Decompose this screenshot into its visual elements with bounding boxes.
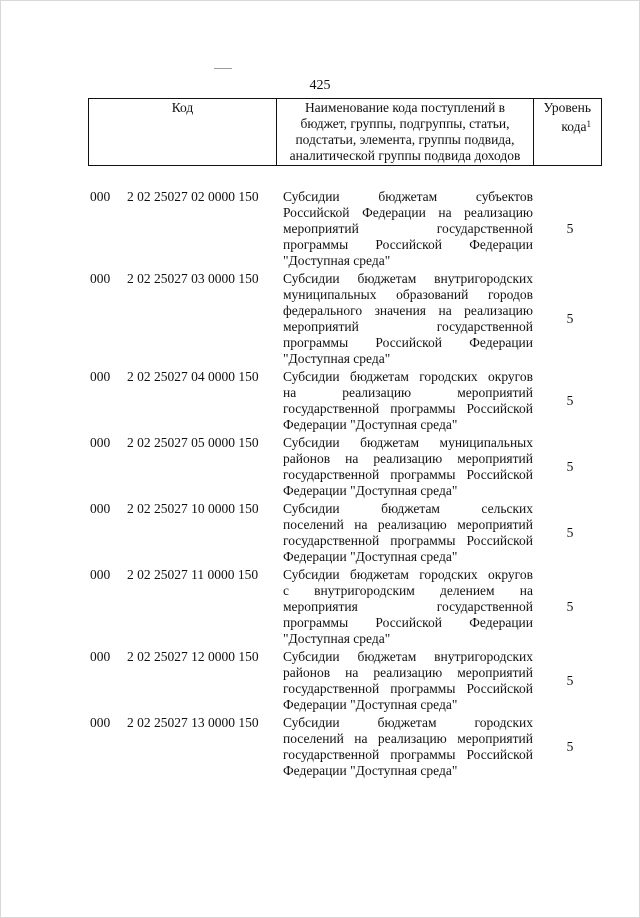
header-level-line2: кода — [561, 119, 587, 134]
description-line: Федерации "Доступная среда" — [283, 549, 458, 564]
description-line: "Доступная среда" — [283, 351, 391, 366]
revenue-description — [283, 649, 533, 713]
description-line: мероприятий государственной — [283, 319, 533, 334]
revenue-code: 2 02 25027 05 0000 150 — [127, 435, 259, 450]
description-line: программы Российской Федерации — [283, 615, 533, 630]
table-row — [0, 271, 640, 367]
description-line: государственной программы Российской — [283, 467, 533, 482]
admin-code: 000 — [90, 649, 111, 664]
description-line: федерального значения на реализацию — [283, 303, 533, 318]
table-row — [0, 369, 640, 433]
header-name-line: аналитической группы подвида доходов — [289, 148, 521, 163]
admin-code: 000 — [90, 435, 111, 450]
description-line: государственной программы Российской — [283, 747, 533, 762]
description-line: программы Российской Федерации — [283, 335, 533, 350]
description-line: с внутригородским делением на — [283, 583, 533, 598]
description-line: Субсидии бюджетам субъектов — [283, 189, 533, 204]
description-line: государственной программы Российской — [283, 533, 533, 548]
description-line: на реализацию мероприятий — [283, 385, 533, 400]
header-level-line1: Уровень — [543, 100, 591, 115]
description-line: программы Российской Федерации — [283, 237, 533, 252]
description-line: "Доступная среда" — [283, 253, 391, 268]
level-code: 5 — [566, 673, 574, 688]
level-code: 5 — [566, 599, 574, 614]
table-row — [0, 715, 640, 779]
header-level — [534, 99, 602, 166]
admin-code: 000 — [90, 189, 111, 204]
admin-code: 000 — [90, 271, 111, 286]
description-line: государственной программы Российской — [283, 401, 533, 416]
admin-code: 000 — [90, 567, 111, 582]
description-line: Федерации "Доступная среда" — [283, 763, 458, 778]
description-line: Субсидии бюджетам городских округов — [283, 567, 533, 582]
description-line: Федерации "Доступная среда" — [283, 697, 458, 712]
table-row — [0, 501, 640, 565]
header-name-line: подстатьи, элемента, группы подвида, — [295, 132, 515, 147]
revenue-description — [283, 435, 533, 499]
admin-code: 000 — [90, 501, 111, 516]
description-line: государственной программы Российской — [283, 681, 533, 696]
level-code: 5 — [566, 525, 574, 540]
description-line: поселений на реализацию мероприятий — [283, 517, 533, 532]
revenue-description — [283, 567, 533, 647]
description-line: Федерации "Доступная среда" — [283, 417, 458, 432]
level-code: 5 — [566, 393, 574, 408]
description-line: районов на реализацию мероприятий — [283, 451, 533, 466]
level-code: 5 — [566, 221, 574, 236]
description-line: мероприятий государственной — [283, 221, 533, 236]
admin-code: 000 — [90, 715, 111, 730]
description-line: Субсидии бюджетам сельских — [283, 501, 533, 516]
description-line: Федерации "Доступная среда" — [283, 483, 458, 498]
revenue-code: 2 02 25027 12 0000 150 — [127, 649, 259, 664]
revenue-description — [283, 189, 533, 269]
level-code: 5 — [566, 311, 574, 326]
revenue-description — [283, 369, 533, 433]
table-row — [0, 567, 640, 647]
revenue-code: 2 02 25027 03 0000 150 — [127, 271, 259, 286]
revenue-description — [283, 271, 533, 367]
footnote-marker: 1 — [586, 119, 591, 129]
header-name-line: Наименование кода поступлений в — [304, 100, 506, 115]
description-line: мероприятия государственной — [283, 599, 533, 614]
level-code: 5 — [566, 459, 574, 474]
description-line: Субсидии бюджетам внутригородских — [283, 271, 533, 286]
revenue-code: 2 02 25027 13 0000 150 — [127, 715, 259, 730]
description-line: районов на реализацию мероприятий — [283, 665, 533, 680]
description-line: Российской Федерации на реализацию — [283, 205, 533, 220]
scan-mark — [214, 68, 232, 69]
page-number: 425 — [309, 78, 331, 93]
description-line: Субсидии бюджетам муниципальных — [283, 435, 533, 450]
description-line: муниципальных образований городов — [283, 287, 533, 302]
description-line: Субсидии бюджетам городских — [283, 715, 533, 730]
revenue-code: 2 02 25027 04 0000 150 — [127, 369, 259, 384]
revenue-code: 2 02 25027 10 0000 150 — [127, 501, 259, 516]
header-name-line: бюджет, группы, подгруппы, статьи, — [300, 116, 510, 131]
description-line: Субсидии бюджетам внутригородских — [283, 649, 533, 664]
table-row — [0, 435, 640, 499]
description-line: "Доступная среда" — [283, 631, 391, 646]
admin-code: 000 — [90, 369, 111, 384]
description-line: Субсидии бюджетам городских округов — [283, 369, 533, 384]
description-line: поселений на реализацию мероприятий — [283, 731, 533, 746]
table-row — [0, 649, 640, 713]
revenue-description — [283, 715, 533, 779]
revenue-description — [283, 501, 533, 565]
level-code: 5 — [566, 739, 574, 754]
revenue-code: 2 02 25027 11 0000 150 — [127, 567, 259, 582]
header-name — [277, 99, 534, 166]
table-row — [0, 189, 640, 269]
revenue-code: 2 02 25027 02 0000 150 — [127, 189, 259, 204]
table-header — [88, 98, 602, 166]
header-code: Код — [89, 99, 277, 166]
